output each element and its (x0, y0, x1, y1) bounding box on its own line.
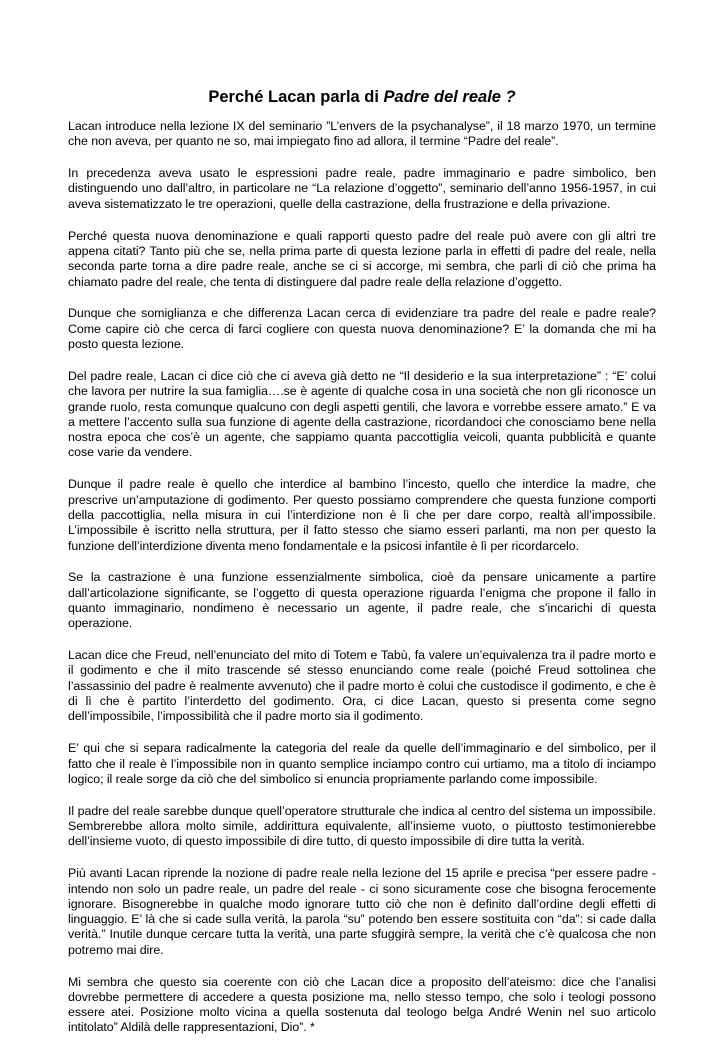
title-prefix: Perché Lacan parla di (208, 88, 384, 106)
paragraph-7: Se la castrazione è una funzione essenzialmente simbolica, cioè da pensare unicamente a partire dall’articolazione significante, se l’oggetto di questa operazione riguarda l’enigma che propone il fallo in quanto immaginario, nondimeno è necessario un agente, il padre reale, che s’incarichi di questa operazione. (68, 570, 656, 631)
paragraph-9: E’ qui che si separa radicalmente la categoria del reale da quelle dell’immaginario e del simbolico, per il fatto che il reale è l’impossibile non in quanto semplice inciampo contro cui urtiamo, ma a titolo di inciampo logico; il reale sorge da ciò che del simbolico si enuncia propriamente parlando come impossibile. (68, 741, 656, 786)
paragraph-2: In precedenza aveva usato le espressioni padre reale, padre immaginario e padre simbolico, ben distinguendo uno dall’altro, in particolare ne “La relazione d’oggetto”, seminario dell’anno 1956-1957, in cui aveva sistematizzato le tre operazioni, quelle della castrazione, della frustrazione e della privazione. (68, 166, 656, 211)
paragraph-6: Dunque il padre reale è quello che interdice al bambino l’incesto, quello che interdice la madre, che prescrive un’amputazione di godimento. Per questo possiamo comprendere che questa funzione comporti della paccottiglia, nella misura in cui l’interdizione non è lì che per dare corpo, realtà all’impossibile. L’impossibile è iscritto nella struttura, per il fatto stesso che siamo esseri parlanti, ma non per questo la funzione dell’interdizione diventa meno fondamentale e la psicosi infantile è lì per ricordarcelo. (68, 477, 656, 553)
paragraph-5: Del padre reale, Lacan ci dice ciò che ci aveva già detto ne “Il desiderio e la sua interpretazione” : “E’ colui che lavora per nutrire la sua famiglia….se è agente di qualche cosa in una società che non gli riconosce un grande ruolo, resta comunque qualcuno con degli aspetti gentili, che lavora e vorrebbe essere amato.” E va a mettere l’accento sulla sua funzione di agente della castrazione, ricordandoci che conosciamo bene nella nostra epoca che cos’è un agente, che sappiamo quanta paccottiglia veicoli, quanta pubblicità e quante cose varie da vendere. (68, 368, 656, 460)
paragraph-8: Lacan dice che Freud, nell’enunciato del mito di Totem e Tabù, fa valere un’equivalenza tra il padre morto e il godimento e che il mito trascende sé stesso enunciando come reale (poiché Freud sottolinea che l’assassinio del padre è realmente avvenuto) che il padre morto è colui che custodisce il godimento, e che è di lì che è partito l’interdetto del godimento. Ora, ci dice Lacan, questo si presenta come segno dell’impossibile, l’impossibilità che il padre morto sia il godimento. (68, 648, 656, 724)
page-title (0, 86, 724, 108)
paragraph-11: Più avanti Lacan riprende la nozione di padre reale nella lezione del 15 aprile e precisa “per essere padre - intendo non solo un padre reale, un padre del reale - ci sono sicuramente cose che bisogna ferocemente ignorare. Bisognerebbe in qualche modo ignorare tutto ciò che non è definito dall’ordine degli effetti di linguaggio. E’ là che si cade sulla verità, la parola “su” potendo ben essere sostituita con “da”: si cade dalla verità.” Inutile dunque cercare tutta la verità, una parte sfuggirà sempre, la verità che c’è qualcosa che non potremo mai dire. (68, 866, 656, 957)
paragraph-3: Perché questa nuova denominazione e quali rapporti questo padre del reale può avere con gli altri tre appena citati? Tanto più che se, nella prima parte di questa lezione parla in effetti di padre del reale, nella seconda parte torna a dire padre reale, anche se ci si accorge, mi sembra, che parli di ciò che prima ha chiamato padre del reale, che tenta di distinguere dal padre reale della relazione d’oggetto. (68, 228, 656, 289)
paragraph-12: Mi sembra che questo sia coerente con ciò che Lacan dice a proposito dell’ateismo: dice che l’analisi dovrebbe permettere di accedere a questa posizione ma, nello stesso tempo, che solo i teologi possono essere atei. Posizione molto vicina a quella sostenuta dal teologo belga André Wenin nel suo articolo intitolato” Aldilà delle rappresentazioni, Dio”. * (68, 974, 656, 1035)
paragraph-10: Il padre del reale sarebbe dunque quell’operatore strutturale che indica al centro del sistema un impossibile. Sembrerebbe allora molto simile, addirittura equivalente, all’insieme vuoto, o piuttosto testimonierebbe dell’insieme vuoto, di questo impossibile di dire tutto, di questo impossibile di dire tutta la verità. (68, 803, 656, 849)
title-italic: Padre del reale ? (383, 88, 516, 106)
paragraph-4: Dunque che somiglianza e che differenza Lacan cerca di evidenziare tra padre del reale e padre reale? Come capire ciò che cerca di farci cogliere con questa nuova denominazione? E’ la domanda che mi ha posto questa lezione. (68, 306, 656, 352)
document-body (68, 119, 656, 1052)
paragraph-1: Lacan introduce nella lezione IX del seminario ”L’envers de la psychanalyse”, il 18 marzo 1970, un termine che non aveva, per quanto ne so, mai impiegato fino ad allora, il termine “Padre del reale”. (68, 119, 656, 149)
